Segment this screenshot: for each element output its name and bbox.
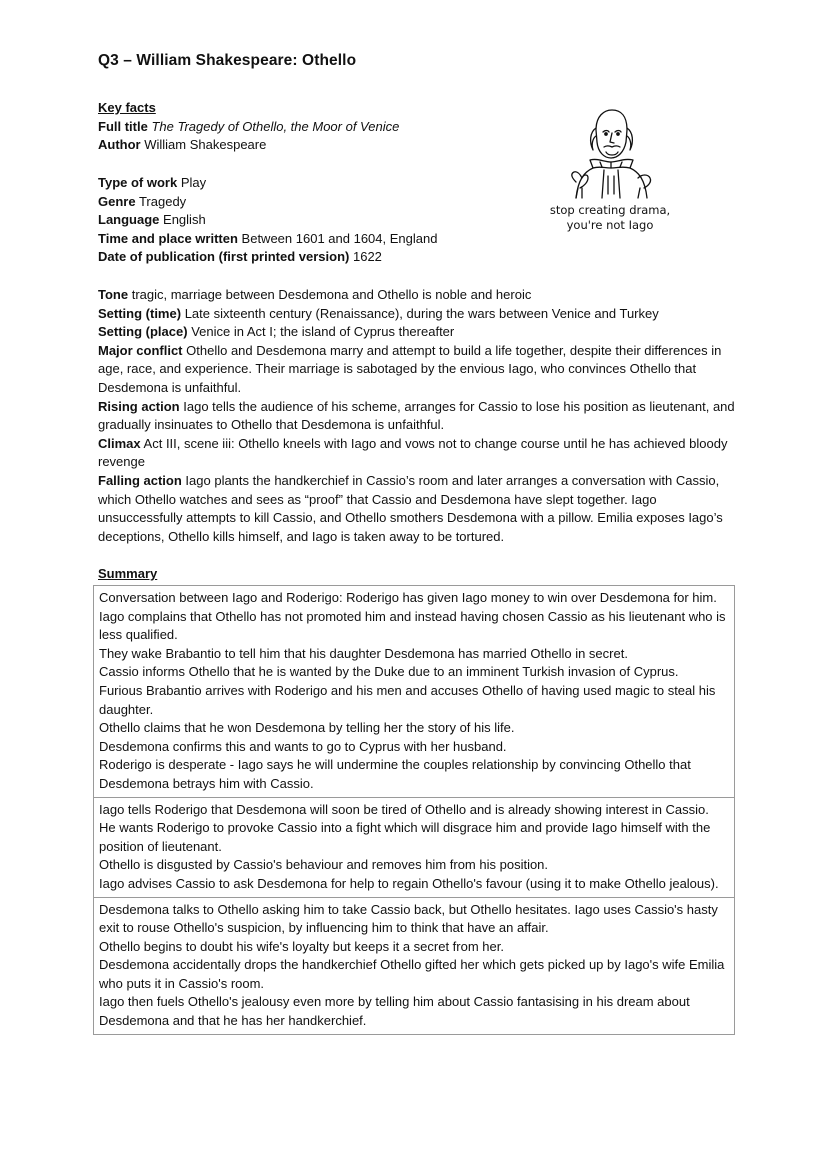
summary-heading: Summary [98,566,158,581]
summary-line: Othello is disgusted by Cassio's behaviour and removes him from his position. [99,857,549,873]
publication-label: Date of publication (first printed version) [98,249,350,265]
rising-action-value: Iago tells the audience of his scheme, arranges for Cassio to lose his position as lieutenant, and gradually insinuates to Othello that Desdemona is unfaithful. [98,398,735,433]
summary-line: Othello claims that he won Desdemona by telling her the story of his life. [99,720,515,736]
summary-table [93,585,735,1035]
summary-line: He wants Roderigo to provoke Cassio into a fight which will disgrace him and provide Iago himself with the position of lieutenant. [99,820,711,854]
summary-line: Cassio informs Othello that he is wanted by the Duke due to an imminent Turkish invasion of Cyprus. [99,664,679,680]
setting-place-value: Venice in Act I; the island of Cyprus thereafter [191,324,455,340]
key-facts-heading: Key facts [98,100,156,115]
analysis-section [98,286,738,546]
summary-line: Desdemona talks to Othello asking him to take Cassio back, but Othello hesitates. Iago uses Cassio's hasty exit to rouse Othello's suspicion, by influencing him to think that have an affair. [99,901,718,936]
tone-value: tragic, marriage between Desdemona and Othello is noble and heroic [131,287,532,302]
summary-cell [94,586,735,798]
summary-row [94,586,735,798]
full-title-label: Full title [98,118,148,134]
falling-action-row [98,472,738,546]
setting-time-value: Late sixteenth century (Renaissance), during the wars between Venice and Turkey [184,305,659,321]
type-label: Type of work [98,175,178,190]
publication-value: 1622 [352,249,382,265]
setting-place-label: Setting (place) [98,324,188,340]
type-value: Play [180,175,207,190]
page-title: Q3 – William Shakespeare: Othello [98,52,357,69]
written-label: Time and place written [98,230,238,246]
shakespeare-drawing [560,102,660,200]
rising-action-label: Rising action [98,398,180,414]
tone-label: Tone [98,287,129,302]
summary-cell [94,797,735,897]
climax-label: Climax [98,435,141,451]
summary-line: Iago tells Roderigo that Desdemona will soon be tired of Othello and is already showing interest in Cassio. [99,801,709,817]
written-value: Between 1601 and 1604, England [241,230,438,246]
major-conflict-row [98,342,738,398]
genre-label: Genre [98,193,136,209]
author-value: William Shakespeare [144,137,267,153]
caption-line-1: stop creating drama, [549,203,671,217]
major-conflict-label: Major conflict [98,342,183,358]
falling-action-label: Falling action [98,472,182,488]
author-row [98,136,399,155]
summary-line: They wake Brabantio to tell him that his daughter Desdemona has married Othello in secret. [99,645,628,661]
summary-line: Roderigo is desperate - Iago says he will undermine the couples relationship by convincing Othello that Desdemona betrays him with Cassio. [99,757,691,791]
summary-line: Furious Brabantio arrives with Roderigo and his men and accuses Othello of having used magic to steal his daughter. [99,682,716,717]
major-conflict-value: Othello and Desdemona marry and attempt to build a life together, despite their differences in age, race, and experience. Their marriage is sabotaged by the envious Iago, who convinces Othello that Desdemona is unfaithful. [98,342,722,395]
setting-time-label: Setting (time) [98,305,182,321]
summary-line: Desdemona accidentally drops the handkerchief Othello gifted her which gets picked up by Iago's wife Emilia who puts it in Cassio's room. [99,957,725,991]
summary-line: Desdemona confirms this and wants to go to Cyprus with her husband. [99,738,507,754]
rising-action-row [98,398,738,435]
author-label: Author [98,137,141,153]
language-label: Language [98,212,160,228]
key-facts-section [98,99,399,155]
work-facts-section [98,174,437,267]
full-title-row [98,118,399,137]
summary-line: Iago complains that Othello has not promoted him and instead having chosen Cassio as his lieutenant who is less qualified. [99,608,726,643]
language-value: English [163,212,206,228]
image-caption [530,203,690,233]
genre-value: Tragedy [138,193,187,209]
summary-cell [94,897,735,1034]
full-title-value: The Tragedy of Othello, the Moor of Venice [151,118,400,134]
climax-value: Act III, scene iii: Othello kneels with Iago and vows not to change course until he has achieved bloody revenge [98,435,728,470]
summary-line: Othello begins to doubt his wife's loyalty but keeps it a secret from her. [99,938,504,954]
setting-place-row [98,323,738,342]
climax-row [98,435,738,472]
summary-line: Iago advises Cassio to ask Desdemona for help to regain Othello's favour (using it to make Othello jealous). [99,875,719,891]
summary-line: Iago then fuels Othello's jealousy even more by telling him about Cassio fantasising in his dream about Desdemona and that he has her handkerchief. [99,994,690,1029]
summary-row [94,897,735,1034]
setting-time-row [98,305,738,324]
summary-line: Conversation between Iago and Roderigo: Roderigo has given Iago money to win over Desdemona for him. [99,590,717,605]
falling-action-value: Iago plants the handkerchief in Cassio’s room and later arranges a conversation with Cassio, which Othello watches and sees as “proof” that Cassio and Desdemona have slept together. Iago unsuccessfully attempts to kill Cassio, and Othello smothers Desdemona with a pillow. Emilia exposes Iago’s deceptions, Othello kills himself, and Iago is taken away to be tortured. [98,472,723,544]
tone-row [98,286,738,305]
caption-line-2: you're not Iago [566,218,654,232]
summary-row [94,797,735,897]
